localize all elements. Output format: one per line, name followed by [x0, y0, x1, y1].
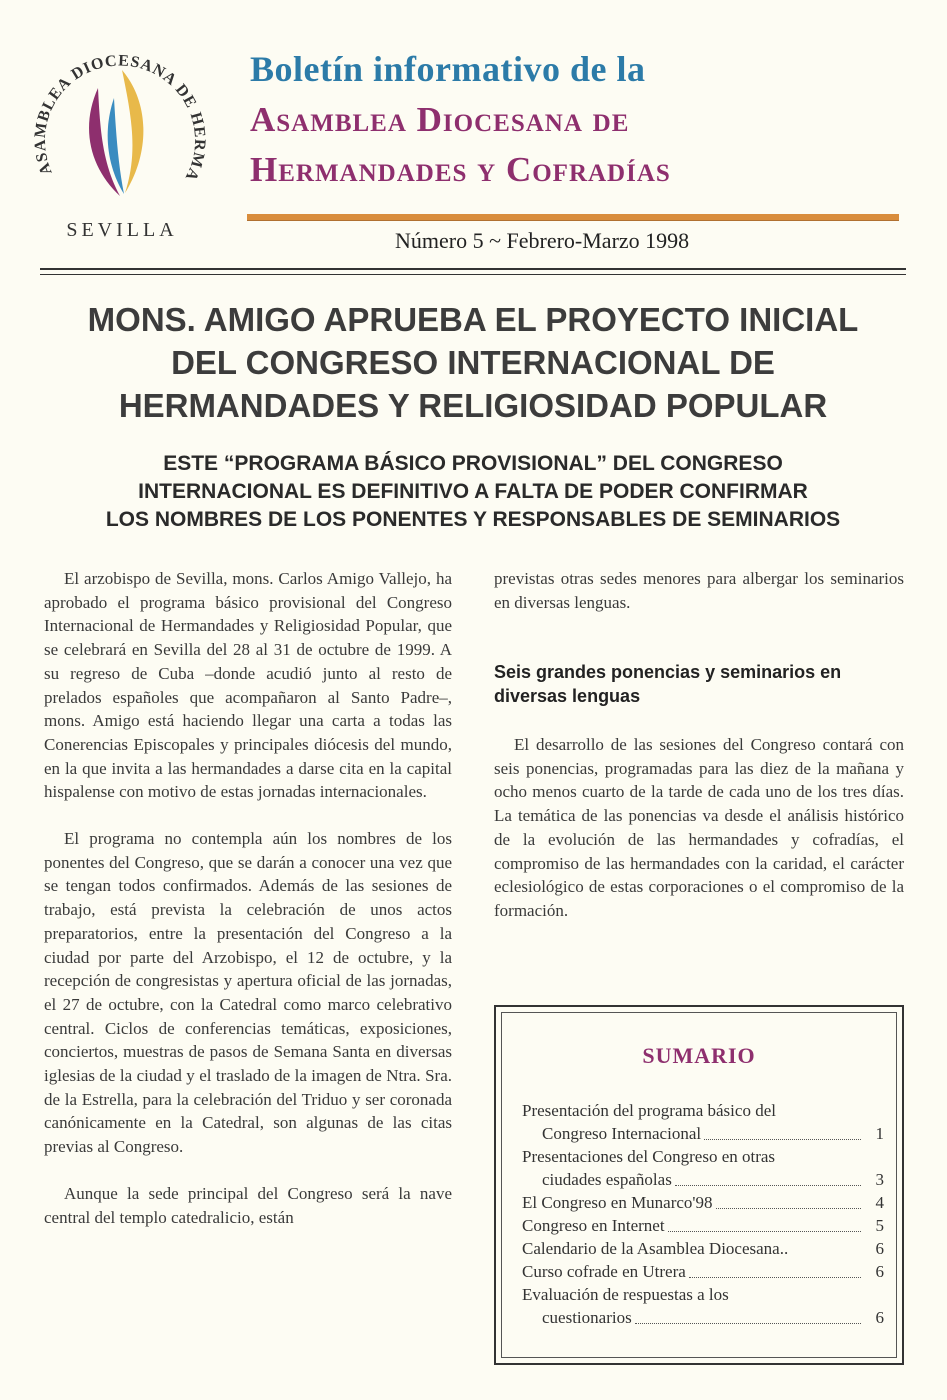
summary-list: [522, 1099, 884, 1329]
summary-page-number: 6: [875, 1262, 884, 1281]
summary-item[interactable]: [522, 1283, 884, 1329]
summary-page-number: 4: [875, 1193, 884, 1212]
article-paragraph: Aunque la sede principal del Congreso será la nave central del templo catedralicio, están: [44, 1183, 452, 1227]
issue-number: Número 5 ~ Febrero-Marzo 1998: [395, 228, 690, 253]
leader-dots: [716, 1208, 862, 1209]
leader-dots: [668, 1231, 861, 1232]
article-column-right: [494, 567, 904, 637]
logo-city: SEVILLA: [66, 219, 178, 241]
summary-item-text: Congreso en Internet: [522, 1216, 665, 1235]
summary-box: [494, 1005, 904, 1365]
assembly-name-line1: Asamblea Diocesana de: [250, 100, 630, 139]
main-headline: [40, 298, 906, 427]
leader-dots: [675, 1185, 861, 1186]
summary-item[interactable]: [522, 1260, 884, 1283]
summary-item[interactable]: [522, 1191, 884, 1214]
leader-dots: [704, 1139, 861, 1140]
summary-page-number: 6: [875, 1308, 884, 1327]
summary-item-text: Presentaciones del Congreso en otras: [522, 1147, 776, 1166]
logo-emblem-icon: [10, 18, 235, 243]
header-rule: [40, 268, 906, 270]
leader-dots: [689, 1277, 861, 1278]
summary-title: SUMARIO: [642, 1043, 756, 1068]
summary-page-number: 6: [875, 1239, 884, 1258]
summary-item-text: ciudades españolas: [542, 1170, 672, 1189]
subhead-line: ESTE “PROGRAMA BÁSICO PROVISIONAL” DEL CONGRESO: [163, 452, 783, 475]
summary-item[interactable]: [522, 1145, 884, 1191]
masthead-divider: [247, 214, 899, 221]
summary-item-text: Calendario de la Asamblea Diocesana..: [522, 1239, 789, 1258]
summary-box-inner: [501, 1012, 897, 1358]
article-paragraph: El desarrollo de las sesiones del Congreso contará con seis ponencias, programadas para las diez de la mañana y ocho menos cuarto de la tarde de cada uno de los tres días. La temática de las ponencias va desde el análisis histórico de la evolución de las hermandades y cofradías, el compromiso de las hermandades con la caridad, el carácter eclesiológico de estas corporaciones o el compromiso de la formación.: [494, 735, 904, 920]
article-paragraph: El arzobispo de Sevilla, mons. Carlos Amigo Vallejo, ha aprobado el programa básico provisional del Congreso Internacional de Hermandades y Religiosidad Popular, que se celebrará en Sevilla del 28 al 31 de octubre de 1999. A su regreso de Cuba –donde acudió junto al resto de prelados españoles que acompañaron al Santo Padre–, mons. Amigo está haciendo llegar una carta a todas las Conerencias Episcopales y principales diócesis del mundo, en la que invita a las hermandades a darse cita en la capital hispalense con motivo de estas jornadas internacionales.: [44, 569, 452, 802]
summary-item-text: Curso cofrade en Utrera: [522, 1262, 686, 1281]
assembly-logo: [10, 18, 235, 243]
article-paragraph: El programa no contempla aún los nombres de los ponentes del Congreso, que se darán a conocer una vez que se tengan todos confirmados. Además de las sesiones de trabajo, está prevista la celebración de unos actos preparatorios, entre la presentación del Congreso a la ciudad por parte del Arzobispo, el 12 de octubre, y la recepción de congresistas y apertura oficial de las jornadas, el 27 de octubre, con la Catedral como marco celebrativo central. Ciclos de conferencias temáticas, exposiciones, conciertos, muestras de pasos de Semana Santa en diversas iglesias de la ciudad y el traslado de la imagen de Ntra. Sra. de la Estrella, para la celebración del Triduo y ser coronada canónicamente en la Catedral, son algunas de las citas previas al Congreso.: [44, 829, 452, 1157]
summary-page-number: 5: [875, 1216, 884, 1235]
subheadline: [40, 450, 906, 534]
header-rule-thin: [40, 274, 906, 275]
subhead-line: INTERNACIONAL ES DEFINITIVO A FALTA DE PODER CONFIRMAR: [138, 480, 808, 503]
headline-line: DEL CONGRESO INTERNACIONAL DE: [171, 344, 775, 381]
summary-page-number: 3: [875, 1170, 884, 1189]
summary-item-text: cuestionarios: [542, 1308, 632, 1327]
bulletin-title: Boletín informativo de la: [250, 49, 646, 89]
assembly-name-line2: Hermandades y Cofradías: [250, 150, 671, 189]
svg-text:ASAMBLEA DIOCESANA DE HERMANDA: [10, 18, 208, 184]
article-column-right-continued: [494, 733, 904, 946]
section-heading: Seis grandes ponencias y seminarios en diversas lenguas: [494, 662, 842, 706]
summary-item[interactable]: [522, 1214, 884, 1237]
summary-item-text: El Congreso en Munarco'98: [522, 1193, 713, 1212]
article-column-left: [44, 567, 452, 1252]
subhead-line: LOS NOMBRES DE LOS PONENTES Y RESPONSABLES DE SEMINARIOS: [105, 508, 841, 531]
summary-item[interactable]: [522, 1237, 884, 1260]
article-paragraph: previstas otras sedes menores para albergar los seminarios en diversas lenguas.: [494, 569, 904, 612]
summary-item[interactable]: [522, 1099, 884, 1145]
leader-dots: [635, 1323, 861, 1324]
summary-item-text: Presentación del programa básico del: [522, 1101, 776, 1120]
summary-page-number: 1: [875, 1124, 884, 1143]
headline-line: HERMANDADES Y RELIGIOSIDAD POPULAR: [118, 387, 828, 424]
summary-item-text: Congreso Internacional: [542, 1124, 702, 1143]
logo-arc-text: ASAMBLEA DIOCESANA DE HERMA: [31, 52, 209, 185]
summary-item-text: Evaluación de respuestas a los: [522, 1285, 729, 1304]
headline-line: MONS. AMIGO APRUEBA EL PROYECTO INICIAL: [87, 301, 859, 338]
